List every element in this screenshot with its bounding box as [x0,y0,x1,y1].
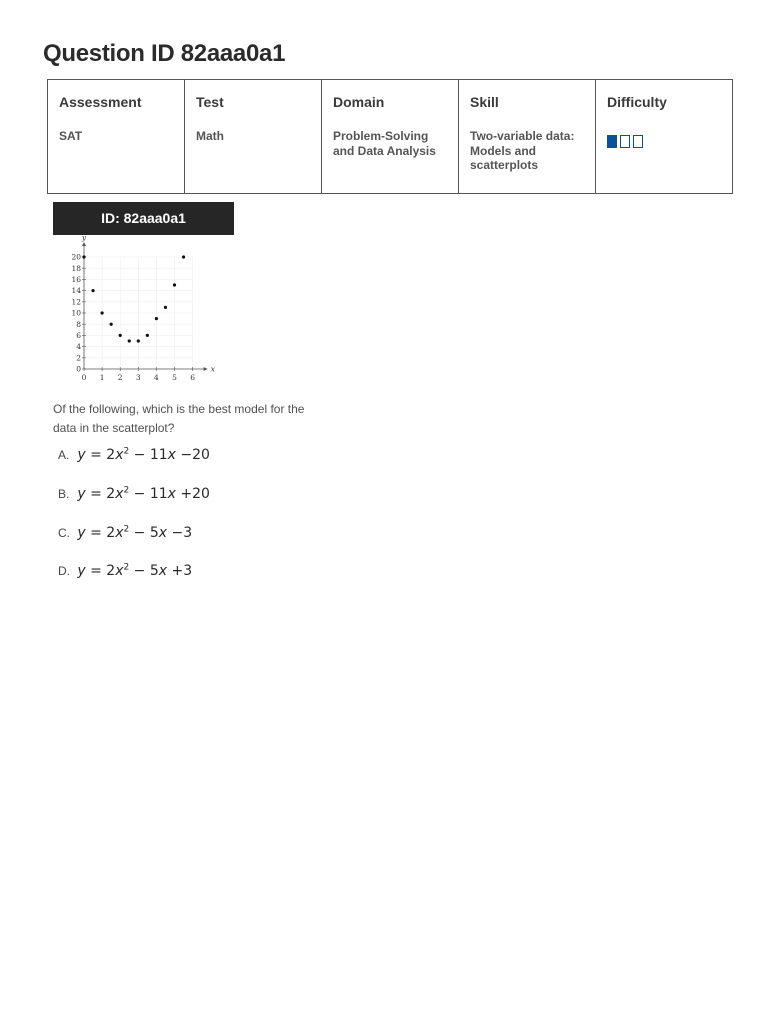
choice-equation [77,525,192,541]
choice-letter: D. [58,563,70,578]
x-axis-arrow [204,367,208,371]
y-tick-label: 14 [71,286,81,296]
question-prompt: Of the following, which is the best model for the data in the scatterplot? [53,402,305,435]
x-tick-label: 4 [154,373,159,382]
eq-const: −20 [175,446,210,463]
data-point [119,334,122,337]
meta-cell-test [185,80,322,194]
choice-equation [77,563,192,579]
eq-exponent: 2 [123,524,130,534]
difficulty-box-empty [620,135,630,148]
test-header: Test [196,94,224,110]
eq-lhs: y [77,446,86,463]
eq-var: x [167,485,176,502]
difficulty-box-filled [607,135,617,148]
data-point [137,339,140,342]
eq-exponent: 2 [123,562,130,572]
data-point [164,306,167,309]
choice-letter: C. [58,525,70,540]
y-tick-label: 4 [76,342,81,352]
data-point [182,255,185,258]
x-tick-label: 0 [81,373,87,382]
assessment-header: Assessment [59,94,142,110]
eq-var: x [167,446,176,463]
answer-choice-a[interactable] [58,446,210,463]
choice-equation [77,447,210,463]
meta-cell-assessment [48,80,185,194]
question-id-banner: ID: 82aaa0a1 [53,202,234,235]
answer-choice-d[interactable] [58,562,192,579]
eq-coef: = 2 [85,446,116,463]
answer-choice-c[interactable] [58,524,192,541]
x-tick-label: 6 [190,373,195,382]
eq-exponent: 2 [123,485,130,495]
difficulty-box-empty [633,135,643,148]
question-meta-table [47,79,733,194]
eq-var: x [115,562,124,579]
eq-var: x [158,524,168,541]
y-tick-label: 8 [76,319,81,329]
data-point [155,317,158,320]
y-tick-label: 18 [71,263,81,273]
x-tick-label: 1 [99,373,105,382]
data-point [91,289,94,292]
assessment-value: SAT [59,129,83,143]
y-tick-label: 10 [71,308,81,318]
data-point [82,255,85,258]
choice-letter: B. [58,486,70,501]
eq-mid: − 5 [129,562,159,579]
choice-equation [77,486,210,502]
meta-cell-domain [322,80,459,194]
scatterplot [60,235,220,385]
eq-const: +3 [167,562,193,579]
y-tick-label: 0 [76,364,81,374]
x-tick-label: 3 [135,373,141,382]
answer-choice-b[interactable] [58,485,210,502]
eq-mid: − 11 [129,446,168,463]
y-tick-label: 16 [71,275,81,284]
difficulty-header: Difficulty [607,94,667,110]
eq-coef: = 2 [85,562,116,579]
eq-lhs: y [77,485,86,502]
eq-var: x [115,485,124,502]
test-value: Math [196,129,224,143]
eq-const: −3 [167,524,193,541]
meta-row [48,80,733,194]
data-point [173,283,176,286]
data-point [128,339,131,342]
eq-exponent: 2 [123,446,130,456]
choice-letter: A. [58,447,70,462]
eq-coef: = 2 [85,524,116,541]
x-tick-label: 2 [117,373,123,382]
difficulty-indicator [607,135,721,148]
page-title: Question ID 82aaa0a1 [43,40,286,67]
skill-value: Two-variable data: Models and scatterplots [470,129,575,172]
y-tick-label: 12 [71,297,81,307]
eq-const: +20 [175,485,210,502]
y-tick-label: 6 [76,331,81,340]
data-point [146,334,149,337]
x-tick-label: 5 [172,373,177,382]
y-axis-label: y [81,235,87,242]
domain-header: Domain [333,94,385,110]
eq-mid: − 11 [129,485,168,502]
meta-cell-skill [459,80,596,194]
eq-lhs: y [77,562,86,579]
y-tick-label: 20 [71,252,81,262]
y-tick-label: 2 [76,353,81,363]
eq-var: x [115,446,124,463]
domain-value: Problem-Solving and Data Analysis [333,129,436,158]
eq-var: x [158,562,168,579]
x-axis-label: x [210,364,215,374]
eq-coef: = 2 [85,485,116,502]
eq-lhs: y [77,524,86,541]
data-point [110,323,113,326]
eq-var: x [115,524,124,541]
eq-mid: − 5 [129,524,159,541]
skill-header: Skill [470,94,499,110]
y-axis-arrow [82,242,86,246]
meta-cell-difficulty [596,80,733,194]
data-point [101,311,104,314]
